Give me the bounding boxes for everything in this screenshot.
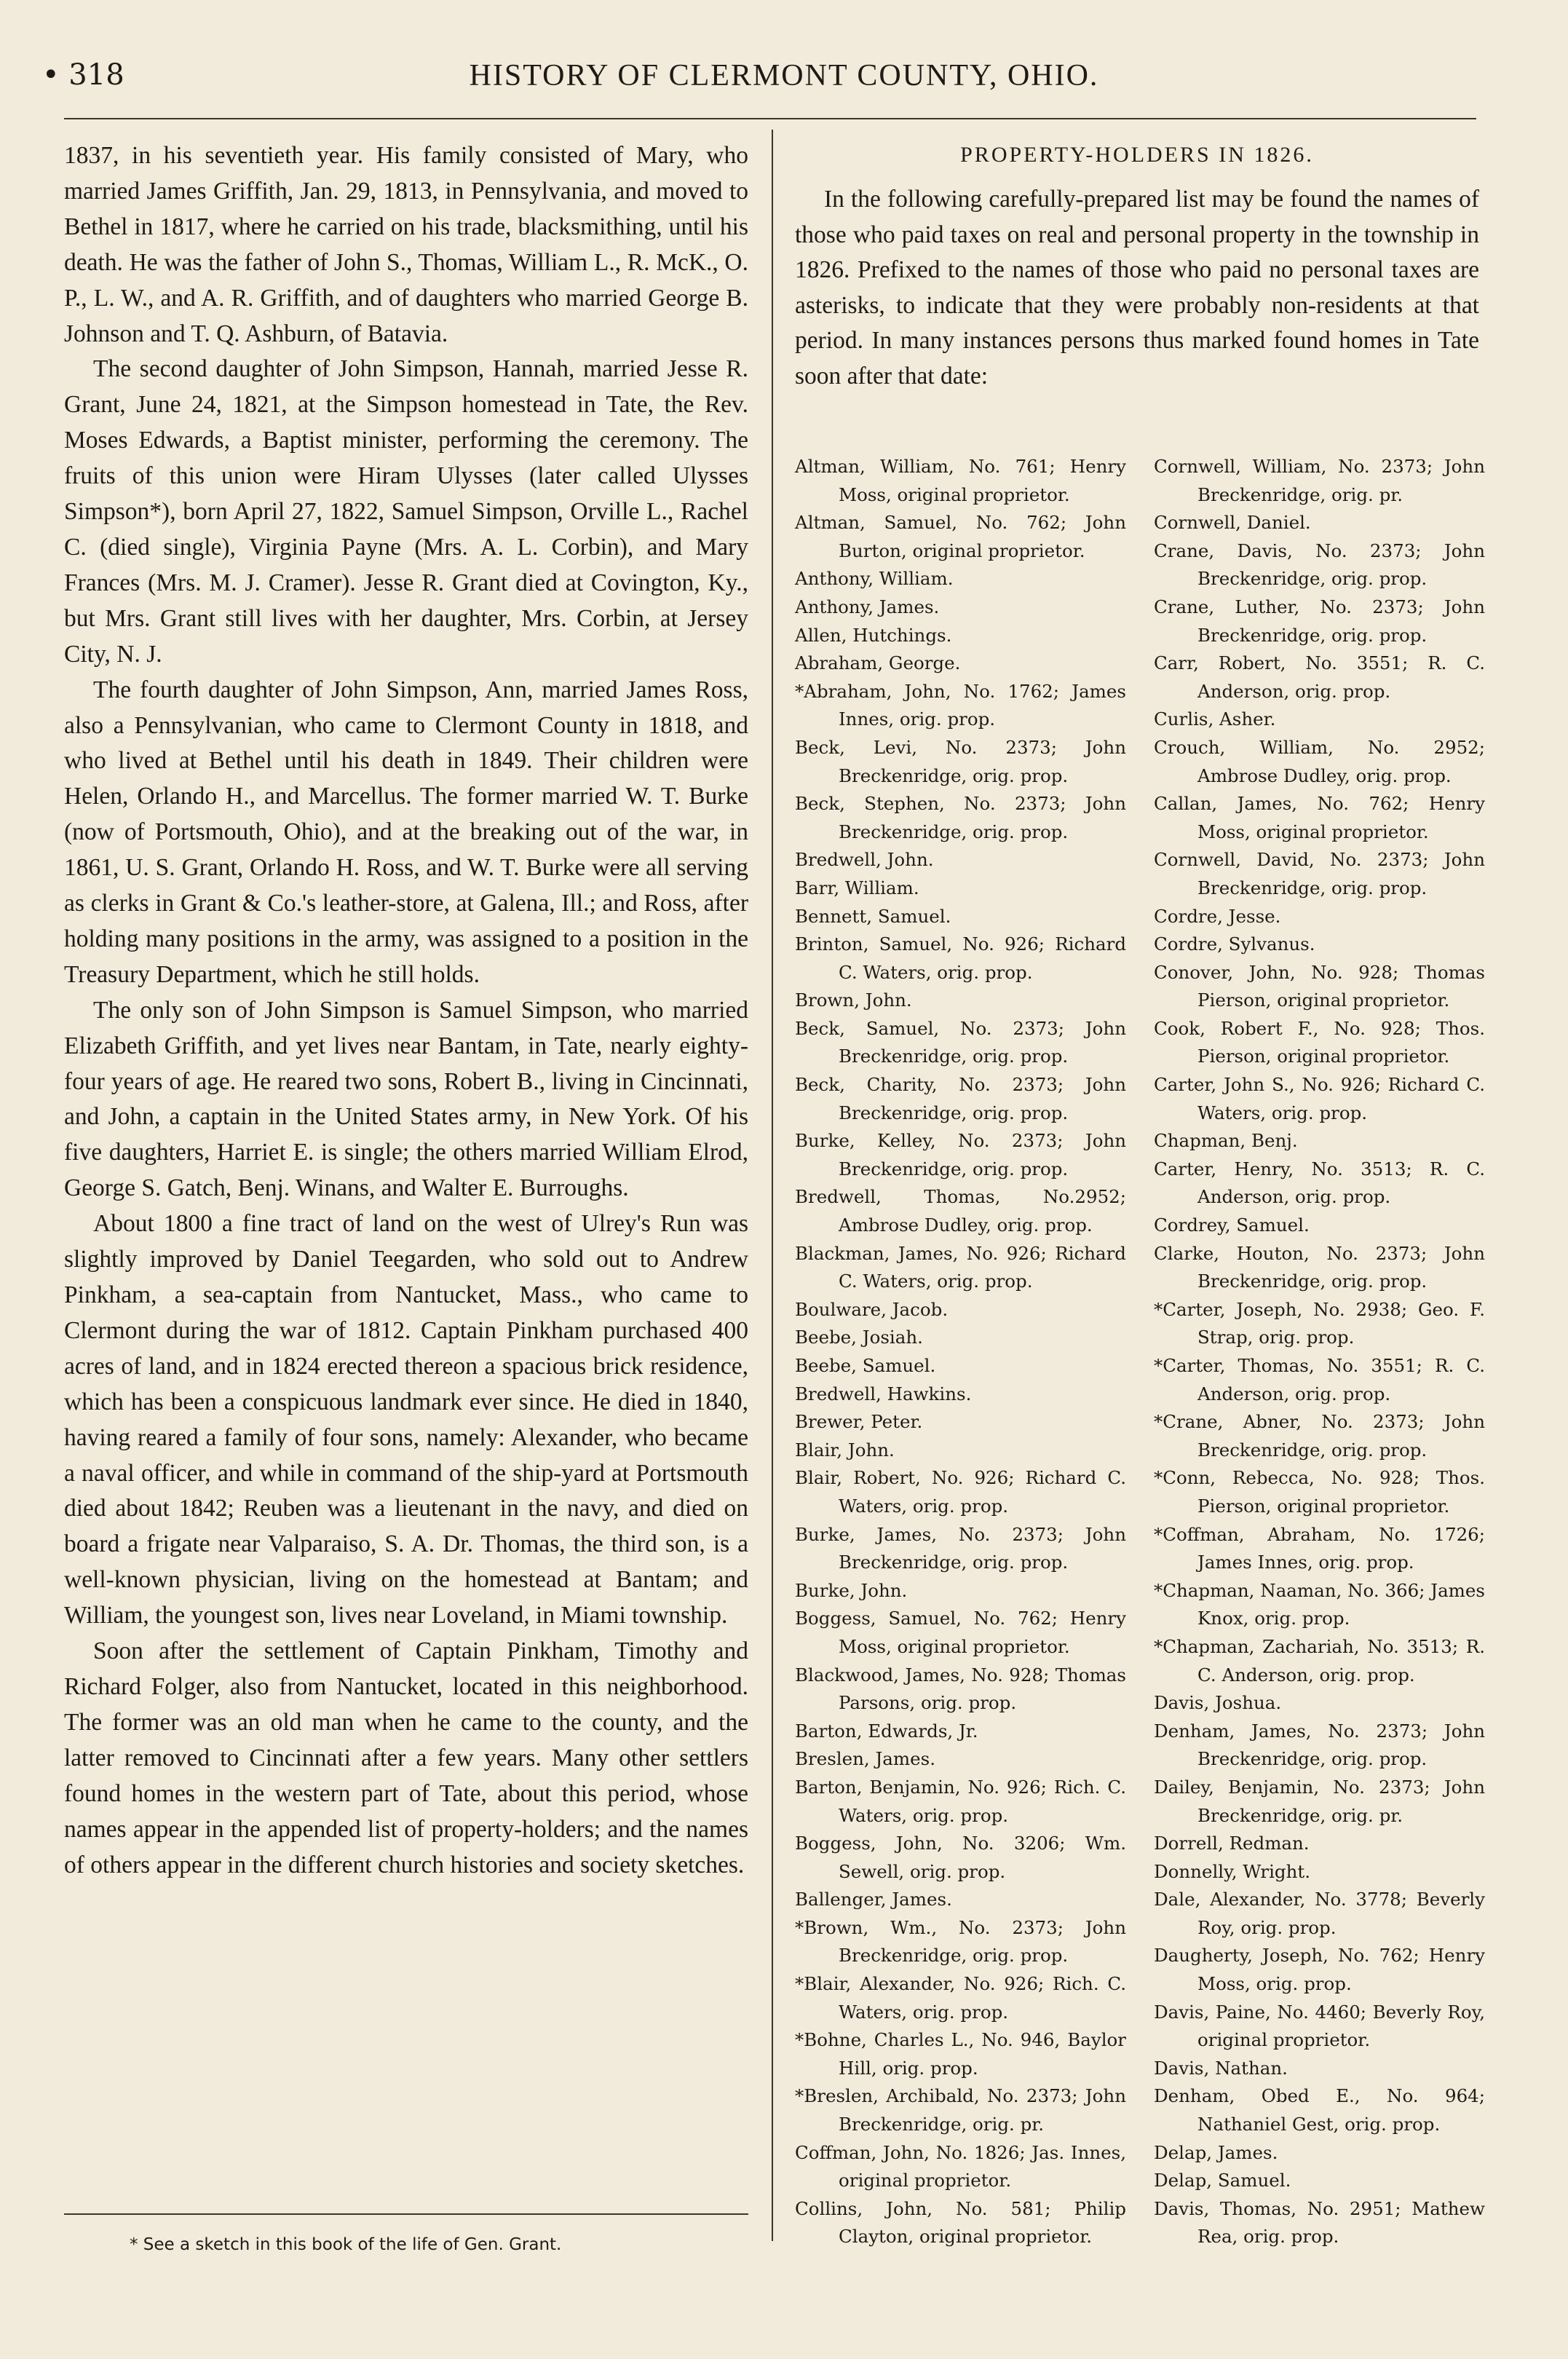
list-item: Carter, John S., No. 926; Richard C. Waters, orig. prop. — [1154, 1074, 1485, 1123]
list-item: Abraham, George. — [795, 652, 961, 674]
paragraph: 1837, in his seventieth year. His family consisted of Mary, who married James Griffith, Jan. 29, 1813, in Pennsylvania, and moved to Bethel in 1817, where he carried on his trade, blacksmithing, until his death. He was the father of John S., Thomas, William L., R. McK., O. P., L. W., and A. R. Griffith, and of daughters who married George B. Johnson and T. Q. Ashburn, of Batavia. — [64, 142, 748, 347]
paragraph: About 1800 a fine tract of land on the west of Ulrey's Run was slightly improved by Daniel Teegarden, who sold out to Andrew Pinkham, a sea-captain from Nantucket, Mass., who came to Clermont during the war of 1812. Captain Pinkham purchased 400 acres of land, and in 1824 erected thereon a spacious brick residence, which has been a conspicuous landmark ever since. He died in 1840, having reared a family of four sons, namely: Alexander, who became a naval officer, and while in command of the ship-yard at Portsmouth died about 1842; Reuben was a lieutenant in the navy, and died on board a frigate near Valparaiso, S. A. Dr. Thomas, the third son, is a well-known physician, living on the homestead at Bantam; and William, the youngest son, lives near Loveland, in Miami township. — [64, 1210, 748, 1629]
intro-paragraph: In the following carefully-prepared list may be found the names of those who paid taxes on real and personal property in the township in 1826. Prefixed to the names of those who paid no personal taxes are asterisks, to indicate that they were probably non-residents at that period. In many instances persons thus marked found homes in Tate soon after that date: — [795, 186, 1479, 390]
list-item: *Chapman, Zachariah, No. 3513; R. C. Anderson, orig. prop. — [1154, 1635, 1485, 1686]
list-item: Cook, Robert F., No. 928; Thos. Pierson, original proprietor. — [1154, 1017, 1485, 1067]
list-item: Carr, Robert, No. 3551; R. C. Anderson, orig. prop. — [1154, 652, 1485, 702]
list-item: Delap, James. — [1154, 2141, 1278, 2163]
list-item: Davis, Nathan. — [1154, 2057, 1288, 2079]
header-rule — [64, 118, 1476, 119]
paragraph: The fourth daughter of John Simpson, Ann, married James Ross, also a Pennsylvanian, who came to Clermont County in 1818, and who lived at Bethel until his death in 1849. Their children were Helen, Orlando H., and Marcellus. The former married W. T. Burke (now of Portsmouth, Ohio), and at the breaking out of the war, in 1861, U. S. Grant, Orlando H. Ross, and W. T. Burke were all serving as clerks in Grant & Co.'s leather-store, at Galena, Ill.; and Ross, after holding many positions in the army, was assigned to a position in the Treasury Department, which he still holds. — [64, 676, 748, 988]
list-item: Altman, Samuel, No. 762; John Burton, original proprietor. — [795, 512, 1126, 561]
page-number: • 318 — [42, 58, 124, 92]
list-item: Cornwell, David, No. 2373; John Breckenridge, orig. prop. — [1154, 849, 1485, 898]
list-item: Bredwell, Hawkins. — [795, 1383, 972, 1404]
list-item: Bredwell, John. — [795, 849, 934, 871]
list-item: *Breslen, Archibald, No. 2373; John Breckenridge, orig. pr. — [795, 2085, 1126, 2135]
footnote: * See a sketch in this book of the life of Gen. Grant. — [130, 2235, 562, 2254]
list-item: Cornwell, Daniel. — [1154, 512, 1311, 534]
list-item: Altman, William, No. 761; Henry Moss, original proprietor. — [795, 456, 1126, 505]
list-item: *Chapman, Naaman, No. 366; James Knox, orig. prop. — [1154, 1579, 1485, 1629]
list-item: Crouch, William, No. 2952; Ambrose Dudley, orig. prop. — [1154, 736, 1485, 786]
list-item: *Carter, Joseph, No. 2938; Geo. F. Strap, orig. prop. — [1154, 1298, 1485, 1348]
list-item: Beck, Charity, No. 2373; John Breckenridge, orig. prop. — [795, 1074, 1126, 1123]
list-item: *Brown, Wm., No. 2373; John Breckenridge, orig. prop. — [795, 1916, 1126, 1967]
property-holders-list-b — [1154, 453, 1485, 2251]
list-item: Breslen, James. — [795, 1748, 935, 1770]
list-item: Brewer, Peter. — [795, 1411, 923, 1433]
list-item: Barr, William. — [795, 877, 919, 898]
list-item: Cordrey, Samuel. — [1154, 1214, 1310, 1236]
list-item: Daugherty, Joseph, No. 762; Henry Moss, orig. prop. — [1154, 1945, 1485, 1995]
list-item: *Conn, Rebecca, No. 928; Thos. Pierson, original proprietor. — [1154, 1467, 1485, 1517]
list-item: Denham, James, No. 2373; John Breckenridge, orig. prop. — [1154, 1720, 1485, 1770]
list-item: Beck, Samuel, No. 2373; John Breckenridge, orig. prop. — [795, 1017, 1126, 1067]
list-item: Cordre, Sylvanus. — [1154, 933, 1315, 955]
list-item: Bennett, Samuel. — [795, 905, 951, 927]
list-item: Ballenger, James. — [795, 1889, 952, 1910]
list-item: Denham, Obed E., No. 964; Nathaniel Gest, orig. prop. — [1154, 2085, 1485, 2135]
list-item: Dorrell, Redman. — [1154, 1833, 1310, 1854]
list-item: Blair, John. — [795, 1439, 895, 1461]
list-item: Anthony, William. — [795, 568, 954, 590]
list-item: Allen, Hutchings. — [795, 624, 952, 646]
list-item: Boulware, Jacob. — [795, 1298, 949, 1320]
list-item: Clarke, Houton, No. 2373; John Breckenridge, orig. prop. — [1154, 1242, 1485, 1292]
list-item: Collins, John, No. 581; Philip Clayton, original proprietor. — [795, 2197, 1126, 2248]
list-item: Burke, John. — [795, 1579, 908, 1601]
running-title: HISTORY OF CLERMONT COUNTY, OHIO. — [469, 59, 1099, 92]
list-item: Davis, Paine, No. 4460; Beverly Roy, original proprietor. — [1154, 2001, 1485, 2051]
list-item: Dale, Alexander, No. 3778; Beverly Roy, orig. prop. — [1154, 1889, 1485, 1938]
list-item: *Coffman, Abraham, No. 1726; James Innes, orig. prop. — [1154, 1523, 1485, 1573]
list-item: Dailey, Benjamin, No. 2373; John Breckenridge, orig. pr. — [1154, 1776, 1485, 1826]
list-item: Blair, Robert, No. 926; Richard C. Waters, orig. prop. — [795, 1467, 1126, 1517]
list-item: Burke, James, No. 2373; John Breckenridge, orig. prop. — [795, 1523, 1126, 1573]
list-item: Barton, Edwards, Jr. — [795, 1720, 978, 1742]
footnote-rule — [64, 2213, 748, 2215]
list-item: Brown, John. — [795, 989, 912, 1011]
list-item: *Abraham, John, No. 1762; James Innes, orig. prop. — [795, 680, 1126, 730]
list-item: Crane, Davis, No. 2373; John Breckenridge, orig. prop. — [1154, 540, 1485, 590]
list-item: Blackwood, James, No. 928; Thomas Parsons, orig. prop. — [795, 1664, 1126, 1714]
list-item: Davis, Thomas, No. 2951; Mathew Rea, orig. prop. — [1154, 2197, 1485, 2248]
list-item: Beebe, Samuel. — [795, 1355, 936, 1376]
paragraph: The second daughter of John Simpson, Hannah, married Jesse R. Grant, June 24, 1821, at the Simpson homestead in Tate, the Rev. Moses Edwards, a Baptist minister, performing the ceremony. The fruits of this union were Hiram Ulysses (later called Ulysses Simpson*), born April 27, 1822, Samuel Simpson, Orville L., Rachel C. (died single), Virginia Payne (Mrs. A. L. Corbin), and Mary Frances (Mrs. M. J. Cramer). Jesse R. Grant died at Covington, Ky., but Mrs. Grant still lives with her daughter, Mrs. Corbin, at Jersey City, N. J. — [64, 355, 748, 668]
list-item: Brinton, Samuel, No. 926; Richard C. Waters, orig. prop. — [795, 933, 1126, 983]
paragraph: The only son of John Simpson is Samuel Simpson, who married Elizabeth Griffith, and yet lives near Bantam, in Tate, nearly eighty-four years of age. He reared two sons, Robert B., living in Cincinnati, and John, a captain in the United States army, in New York. Of his five daughters, Harriet E. is single; the others married William Elrod, George S. Gatch, Benj. Winans, and Walter E. Burroughs. — [64, 996, 748, 1202]
list-item: Bredwell, Thomas, No.2952; Ambrose Dudley, orig. prop. — [795, 1186, 1126, 1236]
left-column — [64, 138, 748, 1883]
list-item: Crane, Luther, No. 2373; John Breckenridge, orig. prop. — [1154, 596, 1485, 646]
list-item: Barton, Benjamin, No. 926; Rich. C. Waters, orig. prop. — [795, 1776, 1126, 1826]
list-item: *Blair, Alexander, No. 926; Rich. C. Waters, orig. prop. — [795, 1973, 1126, 2023]
list-item: Cordre, Jesse. — [1154, 905, 1281, 927]
list-item: Blackman, James, No. 926; Richard C. Waters, orig. prop. — [795, 1242, 1126, 1292]
list-item: Callan, James, No. 762; Henry Moss, original proprietor. — [1154, 793, 1485, 842]
list-item: Coffman, John, No. 1826; Jas. Innes, original proprietor. — [795, 2141, 1126, 2192]
list-item: Beebe, Josiah. — [795, 1327, 923, 1348]
list-item: Anthony, James. — [795, 596, 940, 617]
list-item: Boggess, John, No. 3206; Wm. Sewell, orig. prop. — [795, 1833, 1126, 1882]
list-item: Curlis, Asher. — [1154, 708, 1276, 730]
list-item: Donnelly, Wright. — [1154, 1860, 1311, 1882]
list-item: Burke, Kelley, No. 2373; John Breckenridge, orig. prop. — [795, 1130, 1126, 1180]
list-item: Cornwell, William, No. 2373; John Breckenridge, orig. pr. — [1154, 456, 1485, 505]
list-item: Carter, Henry, No. 3513; R. C. Anderson, orig. prop. — [1154, 1158, 1485, 1208]
list-item: Boggess, Samuel, No. 762; Henry Moss, original proprietor. — [795, 1608, 1126, 1657]
list-item: *Bohne, Charles L., No. 946, Baylor Hill, orig. prop. — [795, 2029, 1126, 2079]
page-header — [0, 58, 1568, 109]
paragraph: Soon after the settlement of Captain Pinkham, Timothy and Richard Folger, also from Nantucket, located in this neighborhood. The former was an old man when he came to the county, and the latter removed to Cincinnati after a few years. Many other settlers found homes in the western part of Tate, about this period, whose names appear in the appended list of property-holders; and the names of others appear in the different church histories and society sketches. — [64, 1637, 748, 1878]
list-item: *Crane, Abner, No. 2373; John Breckenridge, orig. prop. — [1154, 1411, 1485, 1461]
list-item: Beck, Stephen, No. 2373; John Breckenridge, orig. prop. — [795, 793, 1126, 842]
column-divider — [772, 130, 773, 2241]
list-item: Chapman, Benj. — [1154, 1130, 1298, 1152]
list-item: Conover, John, No. 928; Thomas Pierson, original proprietor. — [1154, 961, 1485, 1011]
list-item: Beck, Levi, No. 2373; John Breckenridge, orig. prop. — [795, 736, 1126, 786]
property-holders-list-a — [795, 453, 1126, 2251]
section-heading: PROPERTY-HOLDERS IN 1826. — [960, 143, 1314, 167]
list-item: *Carter, Thomas, No. 3551; R. C. Anderson, orig. prop. — [1154, 1355, 1485, 1404]
list-item: Delap, Samuel. — [1154, 2170, 1291, 2192]
list-item: Davis, Joshua. — [1154, 1692, 1282, 1714]
